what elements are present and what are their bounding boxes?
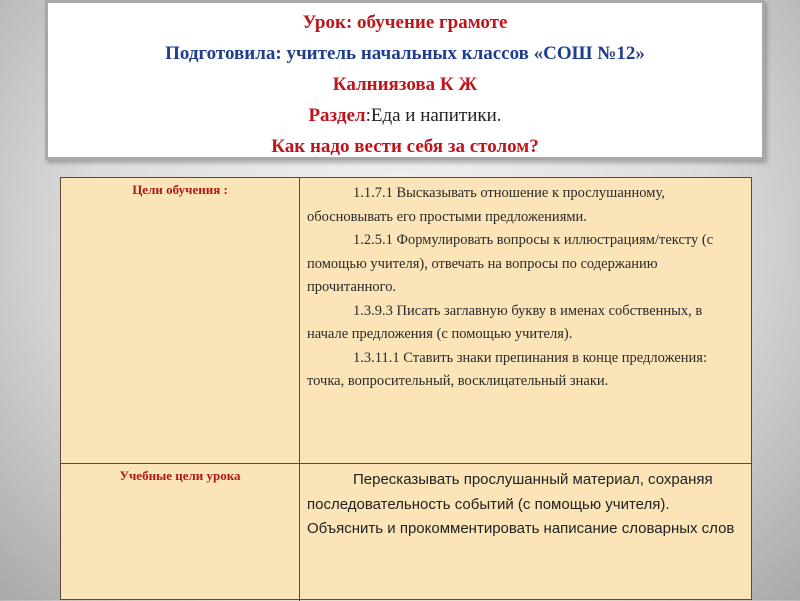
- lesson-goal-text: Пересказывать прослушанный материал, сохраняя последовательность событий (с помощью учителя). Объяснить и прокомментировать написание словарных слов: [307, 471, 735, 537]
- objective-item: 1.3.9.3 Писать заглавную букву в именах собственных, в начале предложения (с помощью учителя).: [307, 302, 703, 342]
- teacher-name: Калниязова К Ж: [332, 74, 478, 95]
- row-label: Учебные цели урока: [119, 468, 241, 483]
- row-content: [307, 468, 742, 542]
- section-value: :Еда и напитики.: [365, 105, 502, 126]
- lesson-title: Урок: обучение грамоте: [302, 12, 508, 33]
- objective-item: 1.2.5.1 Формулировать вопросы к иллюстрациям/тексту (с помощью учителя), отвечать на вопросы по содержанию прочитанного.: [307, 232, 714, 295]
- prepared-by: Подготовила: учитель начальных классов «СОШ №12»: [165, 43, 645, 64]
- objective-item: 1.3.11.1 Ставить знаки препинания в конце предложения: точка, вопросительный, восклицательный знаки.: [307, 349, 707, 389]
- table-row: [61, 178, 751, 464]
- row-content: [307, 182, 742, 394]
- column-divider: [299, 464, 300, 601]
- lesson-header: [45, 0, 765, 160]
- section-line: [48, 100, 762, 131]
- section-label: Раздел: [308, 105, 366, 126]
- lesson-topic: Как надо вести себя за столом?: [271, 136, 539, 157]
- objectives-table: [60, 177, 752, 600]
- row-label: Цели обучения :: [132, 182, 228, 197]
- table-row: [61, 464, 751, 601]
- objective-item: 1.1.7.1 Высказывать отношение к прослушанному, обосновывать его простыми предложениями.: [307, 185, 665, 225]
- column-divider: [299, 178, 300, 463]
